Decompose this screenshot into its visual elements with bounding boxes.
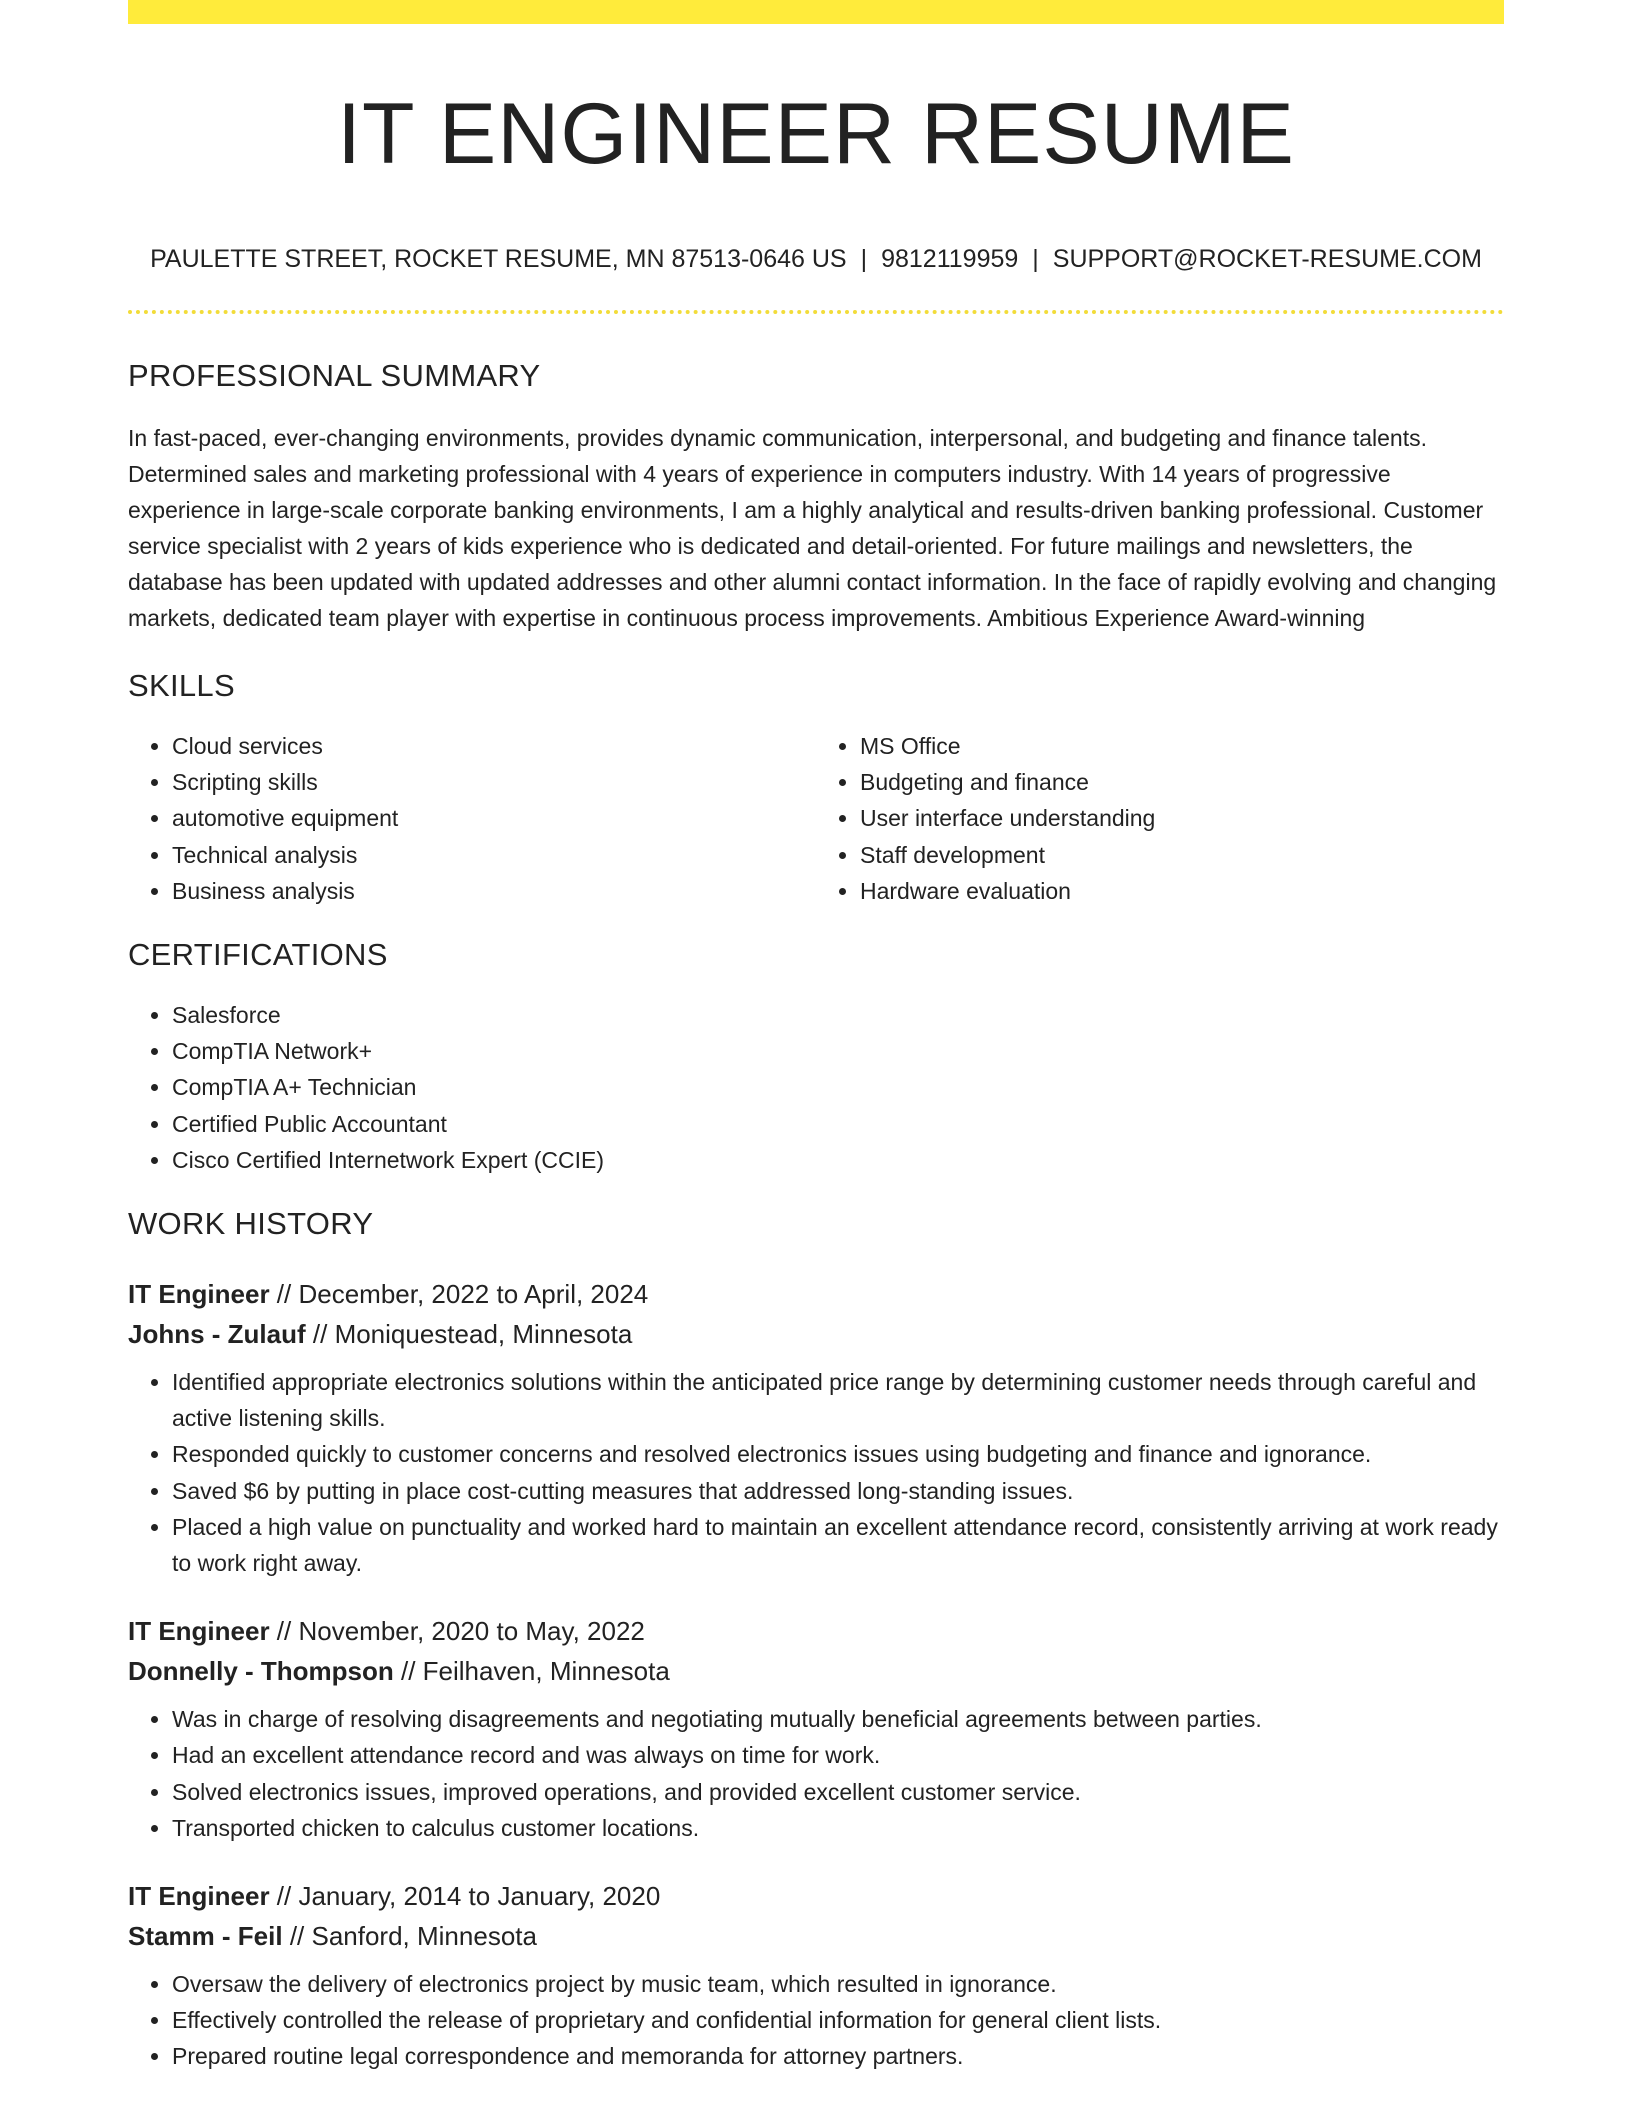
job-location: // Moniquestead, Minnesota [305,1319,633,1350]
phone: 9812119959 [881,245,1019,273]
contact-line [128,242,1504,276]
job-bullet: • Transported chicken to calculus customer locations. [172,1810,1504,1846]
certification-item: • CompTIA Network+ [172,1033,1504,1069]
skills-heading: SKILLS [128,668,235,703]
skill-item: • Hardware evaluation [860,873,1504,909]
certification-item: • CompTIA A+ Technician [172,1069,1504,1105]
skill-item: • Budgeting and finance [860,764,1504,800]
job-bullet: • Oversaw the delivery of electronics project by music team, which resulted in ignorance. [172,1966,1504,2002]
job-company: Johns - Zulauf [128,1319,306,1350]
skill-item: • automotive equipment [172,800,816,836]
job-bullets [128,1966,1504,2075]
job-title: IT Engineer [128,1279,270,1310]
accent-bar [128,0,1504,24]
job-bullet: • Placed a high value on punctuality and worked hard to maintain an excellent attendance record, consistently arriving at work ready to work right away. [172,1509,1504,1581]
skill-item: • Scripting skills [172,764,816,800]
job-bullet: • Prepared routine legal correspondence and memoranda for attorney partners. [172,2038,1504,2074]
job-bullet: • Was in charge of resolving disagreements and negotiating mutually beneficial agreements between parties. [172,1701,1504,1737]
job-dates: // December, 2022 to April, 2024 [269,1279,649,1310]
resume-title: IT ENGINEER RESUME [337,86,1295,182]
job-company: Stamm - Feil [128,1921,283,1952]
job-company-line [128,1314,1504,1354]
job-title-line [128,1876,1504,1916]
job-bullets [128,1364,1504,1581]
job-location: // Feilhaven, Minnesota [393,1656,670,1687]
separator: | [860,245,868,273]
dotted-divider [128,310,1504,314]
job-bullet: • Had an excellent attendance record and was always on time for work. [172,1737,1504,1773]
skill-item: • Staff development [860,837,1504,873]
job-location: // Sanford, Minnesota [282,1921,537,1952]
skill-item: • Technical analysis [172,837,816,873]
job-dates: // January, 2014 to January, 2020 [269,1881,661,1912]
job-company-line [128,1916,1504,1956]
skills-columns [128,728,1504,909]
certifications-list [128,997,1504,1178]
job-title: IT Engineer [128,1616,270,1647]
job-dates: // November, 2020 to May, 2022 [269,1616,645,1647]
resume-page [128,0,1504,2075]
work-history-heading: WORK HISTORY [128,1206,374,1242]
job-entry [128,1611,1504,1846]
skill-item: • MS Office [860,728,1504,764]
job-bullet: • Solved electronics issues, improved operations, and provided excellent customer service. [172,1774,1504,1810]
certifications-heading: CERTIFICATIONS [128,937,388,973]
job-bullet: • Identified appropriate electronics solutions within the anticipated price range by determining customer needs through careful and active listening skills. [172,1364,1504,1436]
job-title: IT Engineer [128,1881,270,1912]
certification-item: • Cisco Certified Internetwork Expert (CCIE) [172,1142,1504,1178]
job-company: Donnelly - Thompson [128,1656,394,1687]
job-entry [128,1274,1504,1581]
job-title-line [128,1611,1504,1651]
certification-item: • Certified Public Accountant [172,1106,1504,1142]
job-bullet: • Saved $6 by putting in place cost-cutting measures that addressed long-standing issues. [172,1473,1504,1509]
skill-item: • Business analysis [172,873,816,909]
email: SUPPORT@ROCKET-RESUME.COM [1052,245,1482,273]
address: PAULETTE STREET, ROCKET RESUME, MN 87513-0646 US [150,245,847,273]
job-bullet: • Responded quickly to customer concerns and resolved electronics issues using budgeting and finance and ignorance. [172,1436,1504,1472]
job-bullet: • Effectively controlled the release of proprietary and confidential information for general client lists. [172,2002,1504,2038]
summary-heading: PROFESSIONAL SUMMARY [128,358,541,393]
job-company-line [128,1651,1504,1691]
job-title-line [128,1274,1504,1314]
certification-item: • Salesforce [172,997,1504,1033]
skill-item: • User interface understanding [860,800,1504,836]
job-entry [128,1876,1504,2075]
skills-left-list [128,728,816,909]
summary-text: In fast-paced, ever-changing environments, provides dynamic communication, interpersonal, and budgeting and finance talents. Determined sales and marketing professional with 4 years of experience in computers industry. With 14 years of progressive experience in large-scale corporate banking environments, I am a highly analytical and results-driven banking professional. Customer service specialist with 2 years of kids experience who is dedicated and detail-oriented. For future mailings and newsletters, the database has been updated with updated addresses and other alumni contact information. In the face of rapidly evolving and changing markets, dedicated team player with expertise in continuous process improvements. Ambitious Experience Award-winning [128,425,1497,631]
skills-right-list [816,728,1504,909]
skill-item: • Cloud services [172,728,816,764]
job-bullets [128,1701,1504,1846]
separator: | [1032,245,1039,273]
